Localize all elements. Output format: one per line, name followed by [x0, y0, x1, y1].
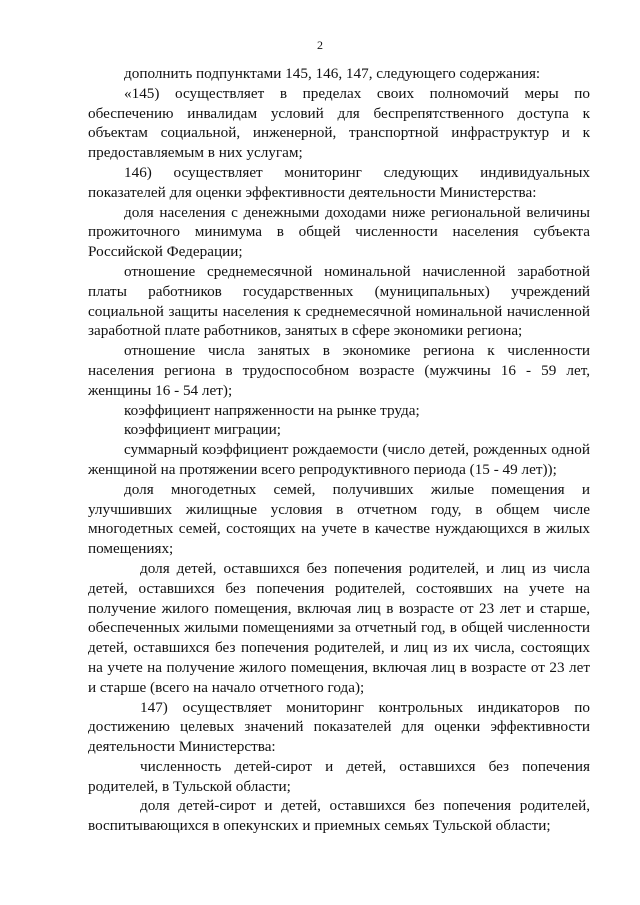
document-body [88, 64, 590, 836]
paragraph-item-145: «145) осуществляет в пределах своих полномочий меры по обеспечению инвалидам условий для беспрепятственного доступа к объектам социальной, инженерной, транспортной инфраструктур и к предоставляемым в них услугам; [88, 84, 590, 162]
paragraph-indicator-migration: коэффициент миграции; [124, 421, 281, 439]
paragraph-indicator-income: доля населения с денежными доходами ниже региональной величины прожиточного минимума в общей численности населения субъекта Российской Федерации; [88, 203, 590, 261]
paragraph-indicator-large-families: доля многодетных семей, получивших жилые помещения и улучшивших жилищные условия в отчетном году, в общем числе многодетных семей, состоящих на учете в качестве нуждающихся в жилых помещениях; [88, 480, 590, 558]
page-number: 2 [317, 38, 323, 52]
paragraph-indicator-fertility: суммарный коэффициент рождаемости (число детей, рожденных одной женщиной на протяжении всего репродуктивного периода (15 - 49 лет)); [88, 441, 590, 478]
paragraph-item-147: 147) осуществляет мониторинг контрольных индикаторов по достижению целевых значений показателей для оценки эффективности деятельности Министерства: [88, 698, 590, 756]
paragraph-indicator-labor-tension: коэффициент напряженности на рынке труда; [124, 401, 420, 419]
paragraph-indicator-orphans-foster: доля детей-сирот и детей, оставшихся без попечения родителей, воспитывающихся в опекунских и приемных семьях Тульской области; [88, 797, 590, 835]
paragraph-intro: дополнить подпунктами 145, 146, 147, следующего содержания: [124, 65, 541, 82]
paragraph-item-146: 146) осуществляет мониторинг следующих индивидуальных показателей для оценки эффективности деятельности Министерства: [88, 163, 590, 201]
paragraph-indicator-orphans-count: численность детей-сирот и детей, оставшихся без попечения родителей, в Тульской области; [88, 757, 590, 795]
paragraph-indicator-employment: отношение числа занятых в экономике региона к численности населения региона в трудоспособном возрасте (мужчины 16 - 59 лет, женщины 16 - 54 лет); [88, 342, 590, 399]
paragraph-indicator-orphans-housing: доля детей, оставшихся без попечения родителей, и лиц из числа детей, оставшихся без попечения родителей, состоявших на учете на получение жилого помещения, включая лиц в возрасте от 23 лет и старше, обеспеченных жилыми помещениями за отчетный год, в общей численности детей, оставшихся без попечения родителей, и лиц из их числа, состоящих на учете на получение жилого помещения, включая лиц в возрасте от 23 лет и старше (всего на начало отчетного года); [88, 559, 590, 696]
paragraph-indicator-salary-ratio: отношение среднемесячной номинальной начисленной заработной платы работников государственных (муниципальных) учреждений социальной защиты населения к среднемесячной номинальной начисленной заработной плате работников, занятых в сфере экономики региона; [88, 262, 590, 340]
